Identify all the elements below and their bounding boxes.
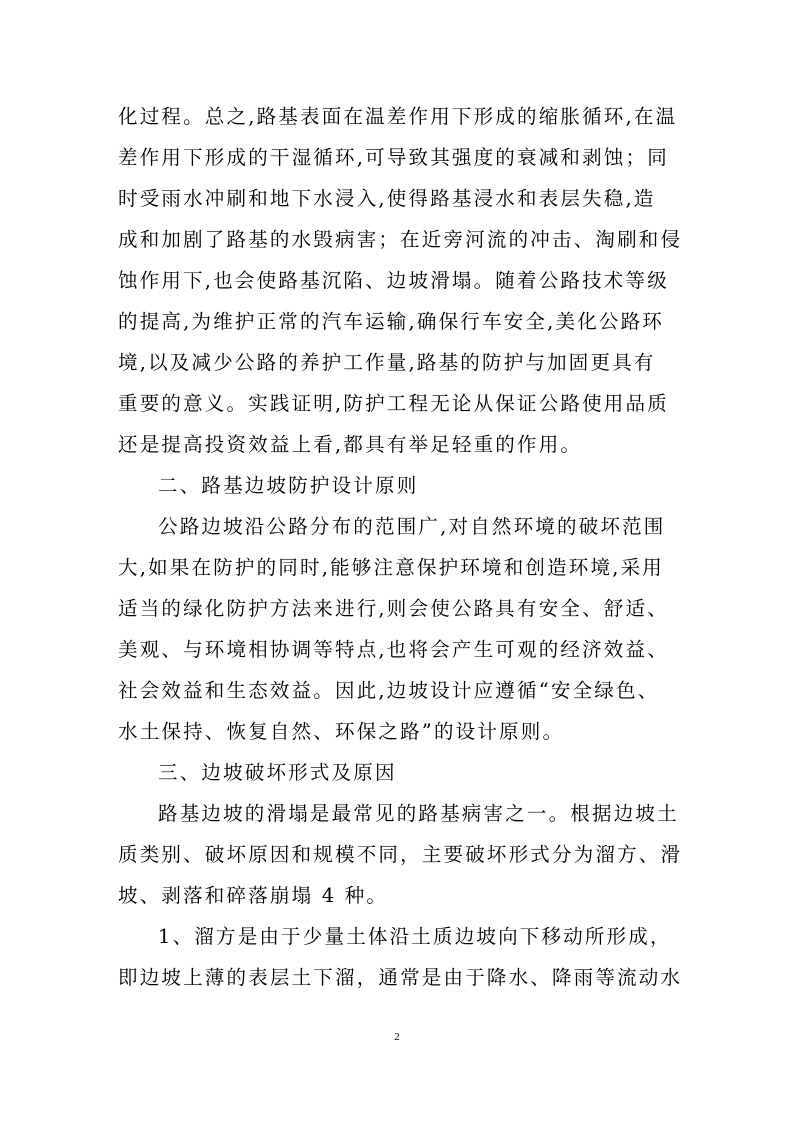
text-line: 二、路基边坡防护设计原则 <box>158 474 419 497</box>
text-line: 成和加剧了路基的水毁病害；在近旁河流的冲击、淘刷和侵 <box>118 228 683 251</box>
text-line: 坡、剥落和碎落崩塌 4 种。 <box>118 884 389 907</box>
text-line: 1、溜方是由于少量土体沿土质边坡向下移动所形成， <box>158 925 672 948</box>
text-line: 境,以及减少公路的养护工作量,路基的防护与加固更具有 <box>118 351 656 374</box>
text-line: 蚀作用下,也会使路基沉陷、边坡滑塌。随着公路技术等级 <box>118 269 669 292</box>
text-line: 时受雨水冲刷和地下水浸入,使得路基浸水和表层失稳,造 <box>118 187 656 210</box>
text-line: 美观、与环境相协调等特点,也将会产生可观的经济效益、 <box>118 638 669 661</box>
text-line: 适当的绿化防护方法来进行,则会使公路具有安全、舒适、 <box>118 597 669 620</box>
text-line: 的提高,为维护正常的汽车运输,确保行车安全,美化公路环 <box>118 310 664 333</box>
text-line: 重要的意义。实践证明,防护工程无论从保证公路使用品质 <box>118 392 669 415</box>
text-line: 公路边坡沿公路分布的范围广,对自然环境的破坏范围 <box>158 515 666 538</box>
text-line: 大,如果在防护的同时,能够注意保护环境和创造环境,采用 <box>118 556 664 579</box>
text-line: 路基边坡的滑塌是最常见的路基病害之一。根据边坡土 <box>158 802 679 825</box>
page-number: 2 <box>394 1031 400 1043</box>
text-line: 差作用下形成的干湿循环,可导致其强度的衰减和剥蚀；同 <box>118 146 669 169</box>
text-line: 即边坡上薄的表层土下溜，通常是由于降水、降雨等流动水 <box>118 966 683 989</box>
text-line: 三、边坡破坏形式及原因 <box>158 761 397 784</box>
text-line: 水土保持、恢复自然、环保之路”的设计原则。 <box>118 720 565 743</box>
text-line: 还是提高投资效益上看,都具有举足轻重的作用。 <box>118 433 583 456</box>
body-text <box>118 96 683 998</box>
text-line: 化过程。总之,路基表面在温差作用下形成的缩胀循环,在温 <box>118 105 678 128</box>
text-line: 质类别、破坏原因和规模不同，主要破坏形式分为溜方、滑 <box>118 843 683 866</box>
text-line: 社会效益和生态效益。因此,边坡设计应遵循“安全绿色、 <box>118 679 660 702</box>
